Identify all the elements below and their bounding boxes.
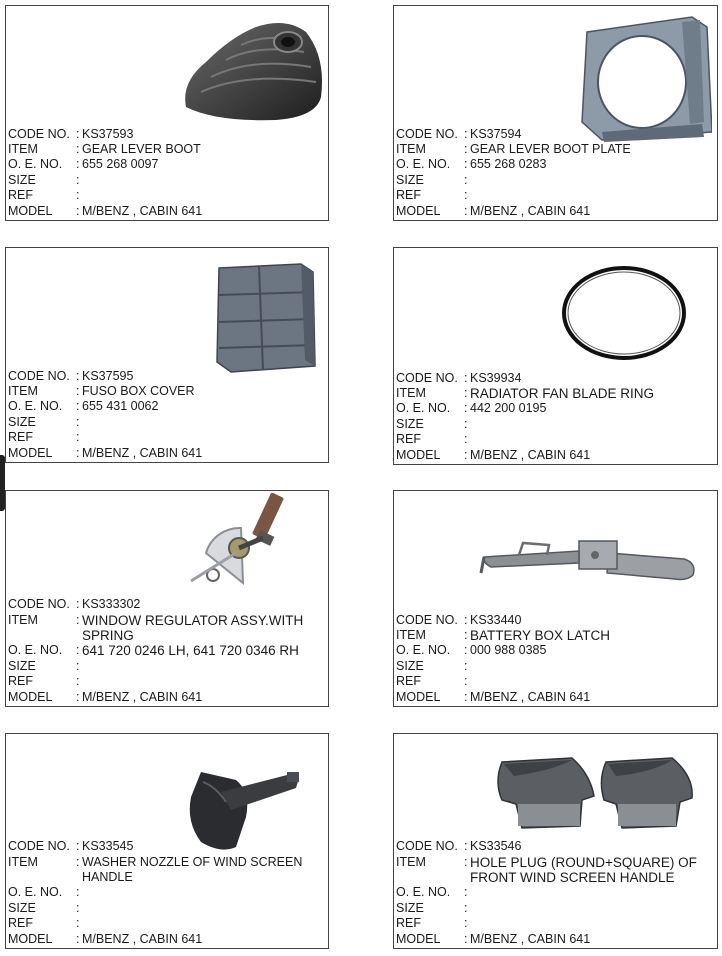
model-value: M/BENZ , CABIN 641	[82, 203, 203, 218]
ref-label: REF	[8, 916, 33, 931]
ref-label: REF	[396, 432, 421, 447]
code-value: KS33546	[470, 839, 522, 854]
ref-label: REF	[396, 188, 421, 203]
product-card-ks333302: CODE NO. : KS333302 ITEM : WINDOW REGULATOR ASSY.WITH SPRING O. E. NO. : 641 720 0246 LH, 641 720 0346 RH SIZE : REF : MODEL : M/BENZ , CABIN 641	[5, 490, 329, 707]
oe-label: O. E. NO.	[8, 399, 63, 414]
hole-plug-image	[494, 754, 699, 829]
code-label: CODE NO.	[396, 612, 458, 627]
item-label: ITEM	[396, 141, 426, 156]
product-card-ks37594: CODE NO. : KS37594 ITEM : GEAR LEVER BOOT PLATE O. E. NO. : 655 268 0283 SIZE : REF : MODEL : M/BENZ , CABIN 641	[393, 5, 718, 221]
code-label: CODE NO.	[8, 839, 70, 854]
model-label: MODEL	[8, 203, 53, 218]
ref-label: REF	[396, 674, 421, 689]
item-value: GEAR LEVER BOOT PLATE	[470, 141, 631, 156]
model-value: M/BENZ , CABIN 641	[470, 203, 591, 218]
product-card-ks37595: CODE NO. : KS37595 ITEM : FUSO BOX COVER O. E. NO. : 655 431 0062 SIZE : REF : MODEL : M/BENZ , CABIN 641	[5, 247, 329, 463]
size-label: SIZE	[396, 658, 424, 673]
size-label: SIZE	[396, 172, 424, 187]
product-card-ks37593: CODE NO. : KS37593 ITEM : GEAR LEVER BOOT O. E. NO. : 655 268 0097 SIZE : REF : MODEL : M/BENZ , CABIN 641	[5, 5, 329, 221]
fuso-box-cover-image	[211, 260, 321, 375]
oe-label: O. E. NO.	[396, 157, 451, 172]
oe-label: O. E. NO.	[396, 643, 451, 658]
oe-value: 655 268 0283	[470, 157, 547, 172]
code-label: CODE NO.	[396, 839, 458, 854]
product-card-ks33545: CODE NO. : KS33545 ITEM : WASHER NOZZLE OF WIND SCREEN HANDLE O. E. NO. : SIZE : REF : MODEL : M/BENZ , CABIN 641	[5, 733, 329, 949]
oe-label: O. E. NO.	[396, 885, 451, 900]
product-card-ks33440: CODE NO. : KS33440 ITEM : BATTERY BOX LATCH O. E. NO. : 000 988 0385 SIZE : REF : MODEL : M/BENZ , CABIN 641	[393, 490, 718, 707]
model-label: MODEL	[396, 447, 441, 462]
code-value: KS39934	[470, 370, 522, 385]
gear-lever-boot-plate-image	[572, 12, 712, 142]
size-label: SIZE	[8, 658, 36, 673]
item-value: HOLE PLUG (ROUND+SQUARE) OF FRONT WIND SCREEN HANDLE	[470, 854, 697, 885]
radiator-fan-ring-image	[559, 263, 689, 363]
oe-label: O. E. NO.	[8, 643, 63, 658]
code-value: KS333302	[82, 597, 141, 612]
oe-value: 655 268 0097	[82, 157, 159, 172]
size-label: SIZE	[396, 900, 424, 915]
code-value: KS37595	[82, 368, 134, 383]
model-label: MODEL	[396, 931, 441, 946]
oe-label: O. E. NO.	[8, 157, 63, 172]
oe-label: O. E. NO.	[8, 885, 63, 900]
size-label: SIZE	[8, 172, 36, 187]
model-value: M/BENZ , CABIN 641	[470, 447, 591, 462]
size-label: SIZE	[396, 416, 424, 431]
model-value: M/BENZ , CABIN 641	[470, 931, 591, 946]
item-value: FUSO BOX COVER	[82, 383, 195, 398]
size-label: SIZE	[8, 414, 36, 429]
code-label: CODE NO.	[396, 126, 458, 141]
item-value: WASHER NOZZLE OF WIND SCREEN HANDLE	[82, 854, 303, 884]
product-card-ks33546: CODE NO. : KS33546 ITEM : HOLE PLUG (ROUND+SQUARE) OF FRONT WIND SCREEN HANDLE O. E. NO. : SIZE : REF : MODEL : M/BENZ , CABIN 641	[393, 733, 718, 949]
code-value: KS37594	[470, 126, 522, 141]
item-value: RADIATOR FAN BLADE RING	[470, 385, 655, 401]
item-label: ITEM	[396, 627, 426, 642]
item-label: ITEM	[8, 383, 38, 398]
model-label: MODEL	[8, 689, 53, 704]
item-label: ITEM	[396, 854, 426, 869]
ref-label: REF	[8, 674, 33, 689]
code-label: CODE NO.	[396, 370, 458, 385]
item-label: ITEM	[8, 141, 38, 156]
ref-label: REF	[8, 430, 33, 445]
window-regulator-image	[181, 493, 306, 593]
model-value: M/BENZ , CABIN 641	[82, 689, 203, 704]
oe-value: 655 431 0062	[82, 399, 159, 414]
item-value: BATTERY BOX LATCH	[470, 627, 611, 643]
model-label: MODEL	[396, 203, 441, 218]
model-label: MODEL	[396, 689, 441, 704]
product-card-ks39934: CODE NO. : KS39934 ITEM : RADIATOR FAN BLADE RING O. E. NO. : 442 200 0195 SIZE : REF : MODEL : M/BENZ , CABIN 641	[393, 247, 718, 465]
item-label: ITEM	[8, 854, 38, 869]
code-value: KS33440	[470, 612, 522, 627]
size-label: SIZE	[8, 900, 36, 915]
model-label: MODEL	[8, 931, 53, 946]
gear-lever-boot-image	[176, 12, 326, 122]
item-label: ITEM	[396, 385, 426, 400]
oe-value: 442 200 0195	[470, 401, 547, 416]
code-value: KS37593	[82, 126, 134, 141]
oe-value: 641 720 0246 LH, 641 720 0346 RH	[82, 643, 299, 659]
ref-label: REF	[8, 188, 33, 203]
item-value: GEAR LEVER BOOT	[82, 141, 201, 156]
item-value: WINDOW REGULATOR ASSY.WITH SPRING	[82, 612, 304, 643]
code-value: KS33545	[82, 839, 134, 854]
code-label: CODE NO.	[8, 126, 70, 141]
ref-label: REF	[396, 916, 421, 931]
model-value: M/BENZ , CABIN 641	[470, 689, 591, 704]
item-label: ITEM	[8, 612, 38, 627]
model-value: M/BENZ , CABIN 641	[82, 445, 203, 460]
oe-label: O. E. NO.	[396, 401, 451, 416]
oe-value: 000 988 0385	[470, 643, 547, 658]
model-label: MODEL	[8, 445, 53, 460]
code-label: CODE NO.	[8, 368, 70, 383]
code-label: CODE NO.	[8, 597, 70, 612]
battery-box-latch-image	[479, 533, 699, 593]
model-value: M/BENZ , CABIN 641	[82, 931, 203, 946]
